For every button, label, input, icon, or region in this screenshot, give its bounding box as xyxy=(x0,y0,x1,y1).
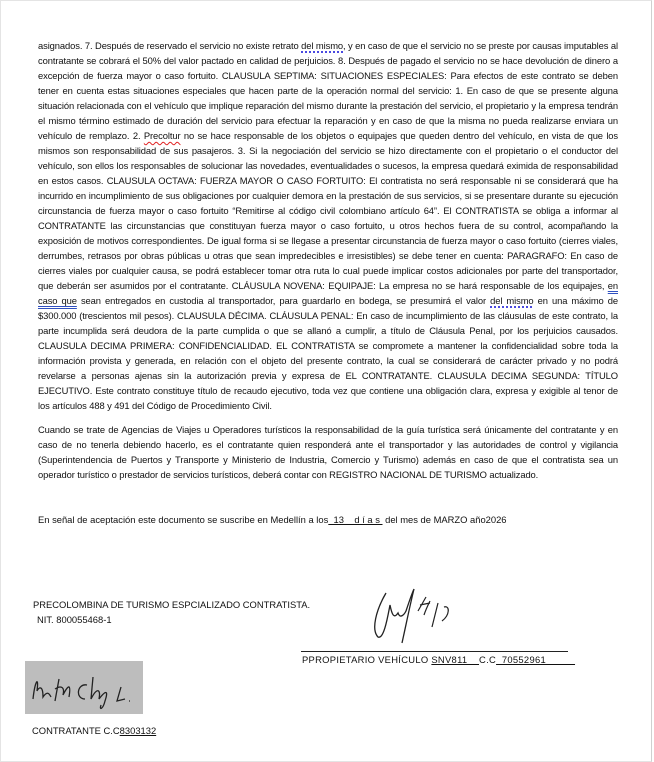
text-segment: vigilancia (Superintendencia de Puertos y Transporte y Ministerio de Industria, Comercio y Turismo) además en caso de que el xyxy=(38,439,618,465)
contractor-name: PRECOLOMBINA DE TURISMO ESPCIALIZADO CONTRATISTA. xyxy=(33,599,311,610)
text-segment: prestación de sus servicios, si se presentare durante su ejecución circunstancia de fuerza mayor o caso fortuito “Remitirse al código xyxy=(38,190,618,216)
acceptance-prefix: En señal de aceptación este documento se suscribe en Medellín a los xyxy=(38,514,329,525)
text-segment: pesos). CLAUSULA DÉCIMA. CLÁUSULA PENAL: En caso de incumplimiento de las cláusulas de este contrato, la parte incumplida será xyxy=(38,310,618,336)
owner-signature-line xyxy=(301,651,568,652)
text-segment: sean impredecibles e irresistibles) se debe tener en cuenta: PARAGRAFO: En caso de cierres viales por cualquier causa, se podrá xyxy=(38,250,618,276)
text-segment: la misma no pueda realizarse enviara un vehículo de remplazo. 2. xyxy=(38,115,618,141)
vehicle-plate: SNV811 xyxy=(431,654,480,665)
acceptance-month-year: del mes de MARZO año2026 xyxy=(382,514,507,525)
text-segment: establecer tomar otra ruta lo cual puede implicar costos adicionales por parte del transportador, que deberán ser asumidos por el xyxy=(38,265,619,291)
signature-section xyxy=(32,599,618,749)
marked-text: Precoltur xyxy=(143,130,181,141)
contract-clauses-paragraph xyxy=(38,38,618,413)
tourism-agencies-paragraph xyxy=(38,422,618,482)
client-label: CONTRATANTE C.C xyxy=(32,725,120,736)
client-cc: 8303132 xyxy=(119,725,157,736)
text-segment: asignados. 7. Después de reservado el servicio no existe retrato xyxy=(38,40,302,51)
client-signature-label xyxy=(32,725,156,737)
text-segment: contratante. CLÁUSULA NOVENA: EQUIPAJE: La empresa no se hará responsable de los equipajes, xyxy=(179,280,608,291)
text-segment: generada, en relación con el objeto del presente contrato, la cual se considerará de carácter privado y no podrá revelarse a personas xyxy=(38,355,618,381)
text-segment: deudora de la parte cumplida o que se allanó a cumplir, a título de Cláusula Penal, por los perjuicios causados. CLAUSULA DECIMA xyxy=(38,325,618,351)
text-segment: imputables al contratante se cobrará el 50% del valor pactado en calidad de perjuicios. 8. Después de pagado el servicio no se hace xyxy=(38,40,618,66)
text-segment: PRIMERA: CONFIDENCIALIDAD. EL CONTRATISTA se compromete a mantener la confidencialidad sobre toda la información provista y xyxy=(38,340,618,366)
text-segment: custodia al transportador, para guardarlo en bodega, se presumirá el valor xyxy=(169,295,491,306)
contractor-nit: NIT. 800055468-1 xyxy=(37,614,112,625)
text-segment: devolución de dinero a excepción de fuerza mayor o caso fortuito. CLAUSULA SEPTIMA: SITUACIONES ESPECIALES: Para efectos de xyxy=(38,55,618,81)
marked-text: en caso que xyxy=(38,280,618,306)
owner-signature-label xyxy=(302,654,575,666)
text-segment: y en caso de no tenerla debiendo hacerlo, es el contratante quien responderá ante el transportador y las autoridades de control y xyxy=(38,424,618,450)
client-signature-image xyxy=(25,661,143,714)
text-segment: en una máximo de $300.000 (trescientos mil xyxy=(38,295,618,321)
acceptance-statement xyxy=(38,512,651,527)
owner-signature-image xyxy=(366,585,461,647)
marked-text: del mismo xyxy=(490,295,534,306)
text-segment: contratista no será responsable ni se considerará que ha incurrido en incumplimiento de sus obligaciones por cualquier demora en la xyxy=(38,175,618,201)
text-segment: llegase a presentar circunstancia de fuerza mayor o caso fortuito (cierres viales, derrumbes, retrasos por obras públicas u otras que xyxy=(38,235,618,261)
owner-cc-label: C.C xyxy=(479,654,497,665)
text-segment: directamente con el propietario o el conductor del vehículo, son ellos los responsables de solucionar las novedades, eventualidades o xyxy=(38,145,618,171)
text-segment: sucesos, la empresa quedará eximida de responsabilidad en estos casos. CLAUSULA OCTAVA: FUERZA MAYOR O CASO FORTUITO: El xyxy=(38,160,618,186)
text-segment: el propietario y la empresa tendrán el mismo término estimado de duración del servicio para efectuar la reparación y en caso de que xyxy=(38,100,618,126)
text-segment: civil colombiano artículo 64”. El CONTRATISTA se obliga a informar al CONTRATANTE las circunstancias que constituyan fuerza mayor xyxy=(38,205,618,231)
text-segment: actualizado. xyxy=(489,469,539,480)
text-segment: o caso fortuito, u otros hechos fuera de su control, acompañando la exposición de motivos correspondientes. De igual forma si se xyxy=(38,220,619,246)
owner-cc: 70552961 xyxy=(496,654,576,665)
text-segment: contratista sea un operador turístico o prestador de servicios turísticos, deberá contar con REGISTRO NACIONAL DE TURISMO xyxy=(38,454,618,480)
text-segment: no se hace responsable de los objetos o equipajes que xyxy=(180,130,416,141)
acceptance-day: 13 d í a s xyxy=(328,514,383,525)
owner-label: PPROPIETARIO VEHÍCULO xyxy=(302,654,432,665)
text-segment: 491 del Código de Procedimiento Civil. xyxy=(114,400,272,411)
text-segment: de que se presente alguna situación relacionada con el vehículo que implique reparación del mismo durante la prestación del servicio, xyxy=(38,85,619,111)
text-segment: queden dentro del vehículo, en vista de que los mismos son responsabilidad de sus pasajeros. 3. Si la negociación del servicio se hizo xyxy=(38,130,619,156)
text-segment: este contrato se deben tener en cuenta estas situaciones especiales que hacen parte de la operación normal del servicio: 1. En caso xyxy=(38,70,618,96)
text-segment: ajenas sin la autorización previa y expresa de EL CONTRATANTE. CLAUSULA DECIMA SEGUNDA: TÍTULO EJECUTIVO. Este contrato xyxy=(38,370,618,396)
marked-text: del mismo xyxy=(301,40,344,51)
text-segment: sean entregados en xyxy=(76,295,166,306)
text-segment: Cuando se trate de Agencias de Viajes u Operadores turísticos la responsabilidad de la guía turística será únicamente del contratante xyxy=(38,424,597,435)
text-segment: , y en caso de que el servicio no se preste por causas xyxy=(343,40,562,51)
text-segment: constituye título de recaudo ejecutivo, toda vez que contiene una obligación clara, expresa y exigible al tenor de los artículos 488 y xyxy=(38,385,618,411)
